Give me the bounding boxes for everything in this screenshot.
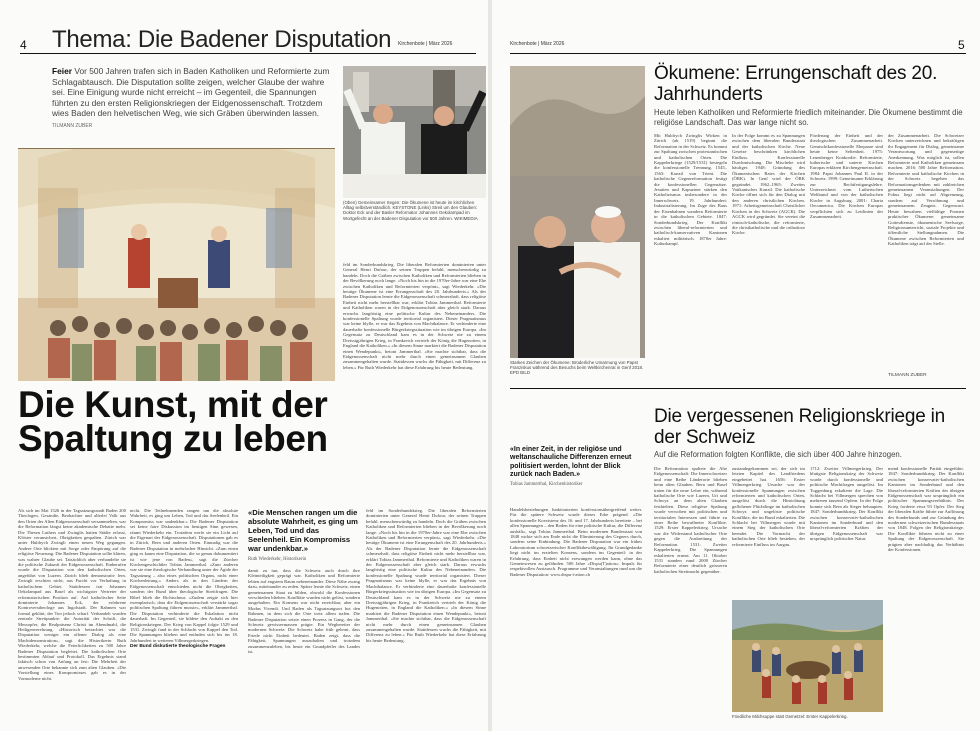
- article-title-religionskriege: Die vergessenen Religionskriege in der Schweiz: [654, 406, 946, 448]
- left-page: [0, 0, 488, 731]
- section-title: Thema: Die Badener Disputation: [52, 26, 392, 53]
- right-page: [492, 0, 980, 731]
- timeline-column-4: der Zusammenarbeit. Die Schweizer Kirchen unterzeichnen und bekräftigen ihr Engagement für Dialog, gemeinsame Verantwortung und gegenseitige Anerkennung. Was möglich ist, sollen Reformierte und Katholiken gemeinsam machen. 2016: 500 Jahre Reformation. Reformierte und katholische Kirchen in der Schweiz begehen das Reformationsgedenken mit zahlreichen gemeinsamen Veranstaltungen. Der Fokus liegt nicht auf Abgrenzung, sondern auf Versöhnung und gemeinsamem Zeugnis. Gegenwart. Heute bewahren vielfältige Formen praktischer Ökumene: gemeinsame Gottesdienste, ökumenische Seelsorge, Religionsunterricht, soziale Projekte und öffentliche Stellungnahmen. Die Ökumene zwischen Reformierten und Katholiken trägt auf der Stelle.: [888, 133, 964, 247]
- photo-caption-milchsuppe: Friedliche Milchsuppe statt Gemetzel: Erster Kappelerkrieg.: [732, 714, 848, 719]
- religionskriege-column-4: 1712: Zweiter Villmergerkrieg. Der blutigste Religionskrieg der Schweiz wurde durch konfessionelle und politische Machtfragen ausgelöst. Im Toggenburg eskalierte die Lage. Die Schlacht bei Villmergen sprechen von mehreren tausend Opfern. In der Folge konnte sich Bern als Sieger behaupten. 1847: Sonderbundskrieg. Der Konflikt zwischen konservativ-katholischen Kantonen im Sonderbund und den liberal-reformierten Kräften der übrigen Eidgenossenschaft war ursprünglich politischer Natur.: [810, 466, 883, 542]
- article-title-oekumene: Ökumene: Errungenschaft des 20. Jahrhunderts: [654, 63, 938, 105]
- religionskriege-column-5: mend konfessionelle Parität eingeführt. 1847: Sonderbundskrieg. Der Konflikt zwischen konservativ-katholischen Kantonen im Sonderbund und den liberal-reformierten Kräften der übrigen Eidgenossenschaft war ursprünglich ein politischer Spannungsverhältnis. Der Krieg forderte etwa 93 Opfer. Der Sieg der liberalen Kräfte führte zur Auflösung des Sonderbunds und zur Gründung des modernen schweizerischen Bundesstaats von 1848. Folgen der Religionskriege. Die Konflikte führten nicht zu einer Spaltung der Eidgenossenschaft. Sie prägten aber nachhaltig das Verhältnis der Konfessionen.: [888, 466, 964, 553]
- body-column-4b: feld im Sonderbundskrieg. Die liberalen Reformierten dominierten unter General Henri Dufour, der seinen Truppen befahl, menschenwürdig zu handeln. Doch die Gräben zwischen Katholiken und Reformierten blieben in der Bevölkerung noch lange. «Noch bis hin in die 1970er-Jahre war eine Ehe zwischen Katholiken und Reformierten verpönt», sagt Wiederkehr. «Die heutige Ökumene ist eine Errungenschaft des 20. Jahrhunderts.» Als der Badener Disputation lernte die Eidgenossenschaft schmerzhaft, dass religiöse Einheit nicht mehr herstellbar war, erklärt Tobias Jammerthal. Reformierte und Katholiken waren in der Eidgenossenschaft aber gleich stark. Daraus erwuchs langfristig eine politische Kultur des Nebeneinanders. Die konfessionelle Spaltung wurde territorial organisiert. Dieser Pragmatismus war keine Idylle, er war das Ergebnis von Machtbalance. Er verhinderte eine dauerhafte konfessionelle Bürgerkriegssituation wie im übrigen Europa. «Im Gegensatz zu Deutschland kam es in der Schweiz nie zu einem Dreissigjährigen Krieg, in Frankreich vertrieb der König die Hugenotten, in England die Katholiken.» «In diesem Sinne markiert die Badener Disputation einen Wendepunkt», betont Jammerthal. «Sie machte sichtbar, dass die Eidgenossenschaft nicht mehr durch einen gemeinsamen Glauben zusammengehalten wurde. Stattdessen wuchs die Fähigkeit, mit Differenz zu leben.» Für Ruth Wiederkehr hat diese Erfahrung bis heute Bedeutung.: [366, 508, 486, 643]
- lead-author: TILMANN ZUBER: [52, 122, 93, 129]
- page-number-left: 4: [20, 38, 27, 52]
- historical-illustration: [18, 148, 335, 381]
- header-rule-right: [510, 53, 966, 54]
- lead-kicker: Feier: [52, 66, 73, 76]
- subhead-theology: Der Bund diskutierte theologische Fragen: [130, 644, 226, 650]
- running-head-right: Kirchenbote | März 2026: [510, 41, 565, 47]
- religionskriege-column-2: Die Reformation spaltete die Alte Eidgenossenschaft: Die Innerschweizer und eine Reihe Länderorte blieben beim alten Glauben. Bern und Basel traten für die neue Lehre ein, während katholische Orte wie Luzern, Uri und Schwyz an dem alten Glauben festhielten. Diese religiöse Spaltung wurde verwoben mit politischen und territorialen Interessen und führte zu einer Reihe bewaffneter Konflikte. 1529: Erster Kappelerkrieg. Ursache war die Widerstand katholischer Orte gegen die Ausbreitung der Reformation. 1531: Zweiter Kappelerkrieg. Die Spannungen eskalierten erneut. Am 11. Oktober 1531 standen rund 2000 Zürcher Reformierte einer deutlich grösseren katholischen Streitmacht gegenüber.: [654, 466, 727, 574]
- body-column-1: Als sich im Mai 1526 in der Tagsatzungsstadt Baden 200 Theologen, Gesandte, Beobachter und allerlei Volk aus den Orten der Alten Eidgenossenschaft versammelten, war die Reformation längst keine akademische Debatte mehr. Die Thesen Luthers und Zwinglis hatten Städte erfasst, Klöster verunsichert, Obrigkeiten gespalten. Zürich war unter Huldrych Zwingli einen neuen Weg gegangen. Andere Orte blickten mit Sorge oder Empörung auf die religiöse Neuerung. Die Badener Disputation sollte klären, was wahrer Glaube sei. Tatsächlich aber verhandelte sie die politische Zukunft der Eidgenossenschaft. Einberufen wurde die Disputation von den katholischen Orten, angeführt von Luzern. Zürich blieb demonstrativ fern. Zwingli erschien nicht, aus Furcht vor Verhaftung in katholischem Gebiet. Stattdessen trat Johannes Oekolampad aus Basel als wichtigster Vertreter der reformatorischen Position auf. Auf katholischer Seite dominierte Johannes Eck, der erfahrene Kontroverstheologe aus Ingolstadt. Der Rahmen war formal geklärt, der Ton jedoch scharf. Verhandelt wurden zentrale Streitpunkte: die Autorität der Schrift, die Messopfer, die Realpräsenz Christi im Abendmahl, die Heiligenverehrung. «Historisch betrachtet war die Disputation weniger ein offener Dialog als eine Machtdemonstration», sagt die Historikerin Ruth Wiederkehr, welche die Feierlichkeiten zu 500 Jahre Badener Disputation begleitet. Die katholischen Orte bestimmten Ablauf und Protokoll. Das Ergebnis stand faktisch schon von Anfang an fest: Die Mehrheit der anwesenden Orte bekannte sich zum alten Glauben. «Die Vorstellung eines Kompromisses gab es in der Vormoderne nicht.: [18, 508, 126, 681]
- disputation-drawing: [18, 148, 335, 381]
- page-number-right: 5: [958, 38, 965, 52]
- embrace-photo: [510, 66, 645, 358]
- section-divider: [510, 388, 966, 389]
- photo-milchsuppe: [732, 600, 883, 712]
- milchsuppe-painting: [732, 600, 883, 712]
- religionskriege-column-1: Handelsbeziehungen funktionierten konfessionsübergreifend weiter. Für die spätere Schweiz wurde dieses Erbe prägend. «Die konfessionelle Koexistenz des 16. und 17. Jahrhunderts bereitete – bei allen Spannungen – den Boden für eine politische Kultur, die Differenz aushält», sagt Tobias Jammerthal. Beim modernen Bundesstaat von 1848 wirkte sich am Ende nicht die Eliminierung des Gegners durch, sondern seine Einbindung. Die Badener Disputation war ein frühes Laboratorium schweizerischer Konfliktbewältigung. Ihr Grundgedanke liegt nicht im erzielten Konsens, sondern im Gegenteil: in der Erfahrung, dass Einheit nicht erzwungen werden kann, ohne das Gemeinwesen zu gefährden. 500 Jahre «Dispu(T)ation»: Impuls für respektvollen Austausch. Programme und Veranstaltungen rund um die Badener Disputation: www.dispu-t-ation.ch: [510, 507, 642, 577]
- timeline-column-3: Förderung der Einheit und der theologischen Zusammenarbeit. Gemischtkonfessionelle Ehepaare sind heute keine Seltenheit. 1975: Leuenberger Konkordie. Reformierte, lutherische und unierte Kirchen Europas erklären Kirchengemeinschaft. 1984: Papst Johannes Paul II. in der Schweiz. 1999: Gemeinsame Erklärung zur Rechtfertigungslehre. Unterzeichnet vom Lutherischen Weltbund und von der katholischen Kirche in Augsburg. 2001: Charta Oecumenica. Die Kirchen Europas verpflichten sich zu Leitlinien der Zusammenarbeit.: [810, 133, 883, 220]
- pull-quote-right-text: «In einer Zeit, in der religiöse und weltanschauliche Differenzen erneut politisiert werden, lohnt der Blick zurück nach Baden.»: [510, 446, 632, 478]
- header-rule-left: [20, 53, 476, 54]
- body-column-2-text: nicht. Die Teilnehmenden rangen um die absolute Wahrheit, es ging um Leben, Tod und das Seelenheil. Ein Kompromiss war undenkbar.» Die Badener Disputation sei keine faire Diskussion im heutigen Sinn gewesen, räumt Wiederkehr ein. Trotzdem werfe sie ein Licht auf die Eigenart der Eidgenossenschaft. Disputationen gab es in Zürich, Bern und anderen Orten. Einmalig war die Badener Disputation in mehrfacher Hinsicht. «Zum einen ging es kaum eine Disputation, die so genau dokumentiert ist wie jene von Baden», sagt die Zürcher Kirchengeschichtler Tobias Jammerthal. «Zum anderen war sie eine theologische Verhandlung unter der Ägide der Tagsatzung – also eines politischen Organs, nicht einer Kirchenleitung.» Anders als in den Ländern der Eidgenossenschaft entschieden nicht die Obrigkeiten, sondern der Bund über theologische Streitfragen. Die Bibel blieb die Richtschnur. «Zudem zeigte sich hier exemplarisch, dass die Eidgenossenschaft verstärkt sogar politischen Spaltung führen musste», erklärt Jammerthal. Die Disputation verhinderte die Eskalation nicht dauerhaft. Im Gegenteil, sie bildete den Auftakt zu den Religionskriegen. Der Krieg von Kappel folgte 1529 und 1531. Zwingli fand in der Schlacht von Kappel den Tod. Die Spannungen blieben und entluden sich bis ins 18. Jahrhundert in weiteren Villmergerkriegen.: [130, 508, 238, 643]
- headline: Die Kunst, mit der Spaltung zu leben: [18, 384, 328, 459]
- timeline-column-2: In der Folge kommt es zu Spannungen zwischen dem liberalen Bundesstaat und der katholischen Kirche. Neue Gesetze beschränken kirchlichen Einfluss. Konfessionelle Durchmischung. Die Mischehe wird häufiger. 1948: Gründung des Ökumenischen Rates der Kirchen (ÖRK). In Genf wird der ÖRK gegründet. 1962–1965: Zweites Vatikanisches Konzil. Die katholische Kirche öffnet sich für den Dialog mit den anderen christlichen Kirchen. 1971: Arbeitsgemeinschaft Christlicher Kirchen in der Schweiz (AGCK). Die AGCK wird gegründet. Sie vereint die römisch-katholische, die reformierte, die christkatholische und die orthodoxe Kirche.: [732, 133, 805, 236]
- religionskriege-column-3: zustandegekommen sei, der sich im letzten Kapitel des Landfriedens eingebettet hat. 1656: Erster Villmergerkrieg. Ursache war der konfessionelle Spannungen zwischen reformierten und katholischen Orten, ausgelöst durch die Hinrichtung geflohener Flüchtlinge im katholischen Schwyz und ungelöste politische Konflikte, die im Bund eskalierten. Die Schlacht bei Villmergen wurde mit einem Sieg der katholischen Orte beendet. Die Vormacht der katholischen Orte blieb bestehen, der reformierte Einfluss im Aargau.: [732, 466, 805, 547]
- lead-text: Vor 500 Jahren trafen sich in Baden Katholiken und Reformierte zum Schlagabtausch. Die Disputation sollte zeigen, welcher Glaube der wahre sei. Eine Einigung wurde nicht erreicht – im Gegenteil, die Spannungen führten zu den ersten Religionskriegen der Eidgenossenschaft. Trotzdem wies Baden den helvetischen Weg, wie sich Gräben überwinden lassen.: [52, 66, 330, 119]
- pull-quote-right: [510, 446, 642, 489]
- photo-caption-embrace: Starkes Zeichen der Ökumene: Brüderliche Umarmung von Papst Franziskus während des Besuchs beim Weltkirchenrat in Genf 2018. EPD BILD: [510, 360, 644, 376]
- timeline-column-1: Mit Huldrych Zwinglis Wirken in Zürich (ab 1519) beginnt die Reformation in der Schweiz. Es kommt zur Spaltung zwischen protestantischen und katholischen Orten. Die Kappelerkriege (1529/1531) besiegeln die konfessionelle Trennung. 1545–1563: Konzil von Trient. Die katholische Gegenreformation festigt die konfessionellen Gegensätze. Jesuiten und Kapuziner stärken den Katholizismus insbesondere in der Innerschweiz. 19. Jahrhundert: Industrialisierung. Im Zuge des Baus der Eisenbahnen wandern Reformierte in die katholischen Gebiete. 1847: Sonderbundskrieg. Der Konflikt zwischen liberal-reformierten und katholisch-konservativen Kantonen eskaliert militärisch. 1870er Jahre: Kulturkampf.: [654, 133, 727, 247]
- body-column-2: [130, 508, 238, 728]
- author-oekumene: TILMANN ZUBER: [888, 373, 927, 378]
- body-column-3: feld im Sonderbundskrieg. Die liberalen Reformierten dominierten unter General Henri Dufour, der seinen Truppen befahl, menschenwürdig zu handeln. Doch die Gräben zwischen Katholiken und Reformierten blieben in der Bevölkerung noch lange. «Noch bis hin in die 1970er-Jahre war eine Ehe zwischen Katholiken und Reformierten verpönt», sagt Wiederkehr. «Die heutige Ökumene ist eine Errungenschaft des 20. Jahrhunderts.» Als der Badener Disputation lernte die Eidgenossenschaft schmerzhaft, dass religiöse Einheit nicht mehr herstellbar war, erklärt Tobias Jammerthal. Reformierte und Katholiken waren in der Eidgenossenschaft aber gleich stark. Daraus erwuchs langfristig eine politische Kultur des Nebeneinanders. Die konfessionelle Spaltung wurde territorial organisiert. Dieser Pragmatismus war keine Idylle, er war das Ergebnis von Machtbalance. Er verhinderte eine dauerhafte konfessionelle Bürgerkriegssituation wie im übrigen Europa. «Im Gegensatz zu Deutschland kam es in der Schweiz nie zu einem Dreissigjährigen Krieg, in Frankreich vertrieb der König die Hugenotten, in England die Katholiken.» «In diesem Sinne markiert die Badener Disputation einen Wendepunkt», betont Jammerthal. «Sie machte sichtbar, dass die Eidgenossenschaft nicht mehr durch einen gemeinsamen Glauben zusammengehalten wurde. Stattdessen wuchs die Fähigkeit, mit Differenz zu leben.» Für Ruth Wiederkehr hat diese Erfahrung bis heute Bedeutung.: [343, 262, 486, 370]
- photo-embrace: [510, 66, 645, 358]
- photo-caption-left: (Oben) Gemeinsamer Segen: Die Ökumene ist heute im kirchlichen Alltag selbstverständlich. KEYSTONE (Links) Streit um den Glauben: Doktor Eck und der Basler Reformator Johannes Oekolampad im Wortgefecht an der Badener Disputation vor 500 Jahren. WIKIMEDIA: [343, 200, 478, 221]
- article-lead-oekumene: Heute leben Katholiken und Reformierte friedlich miteinander. Die Ökumene bestimmt die religiöse Landschaft. Das war lange nicht so.: [654, 108, 963, 127]
- pull-quote-left: [248, 508, 360, 564]
- pull-quote-text: «Die Menschen rangen um die absolute Wahrheit, es ging um Leben, Tod und das Seelenheil. Ein Kompromiss war undenkbar.»: [248, 508, 358, 553]
- body-column-4a: damit zu tun, dass die Schweiz auch durch ihre Kleinteiligkeit geprägt war. Katholiken und Reformierte lebten auf engstem Raum nebeneinander. Diese Nähe zwang dazu, miteinander zu reden. Später lernte die Schweiz, einen gemeinsamen Staat zu bilden, obwohl die Konfessionen verschieden blieben. Konflikte wurden nicht gelöst, sondern ausgehalten. Ein Konsens war nicht erreichbar, aber ein Modus Vivendi. Und Baden als Tagsatzungsort bot den Rahmen, in dem sich die Orte trotz allem trafen. Die Badener Disputation setzte einen Prozess in Gang, der die Schweiz gewissermassen prägte. Ein Wegbereiter der modernen Schweiz: Die Schweiz habe früh gelernt, dass Friede nicht Einheit bedeutet. Baden zeigt, dass die Fähigkeit, Spannungen auszuhalten und trotzdem zusammenzuleben, bis heute ein Grundpfeiler des Landes ist.: [248, 568, 360, 655]
- blessing-photo: [343, 66, 486, 198]
- running-head-left: Kirchenbote | März 2026: [398, 41, 453, 47]
- photo-blessing: [343, 66, 486, 198]
- pull-quote-source: Ruth Wiederkehr, Historikerin: [248, 557, 307, 562]
- pull-quote-right-source: Tobias Jammerthal, Kirchenhistoriker: [510, 482, 583, 488]
- article-lead-religionskriege: Auf die Reformation folgten Konflikte, die sich über 400 Jahre hinzogen.: [654, 450, 902, 459]
- lead-paragraph: [52, 66, 334, 132]
